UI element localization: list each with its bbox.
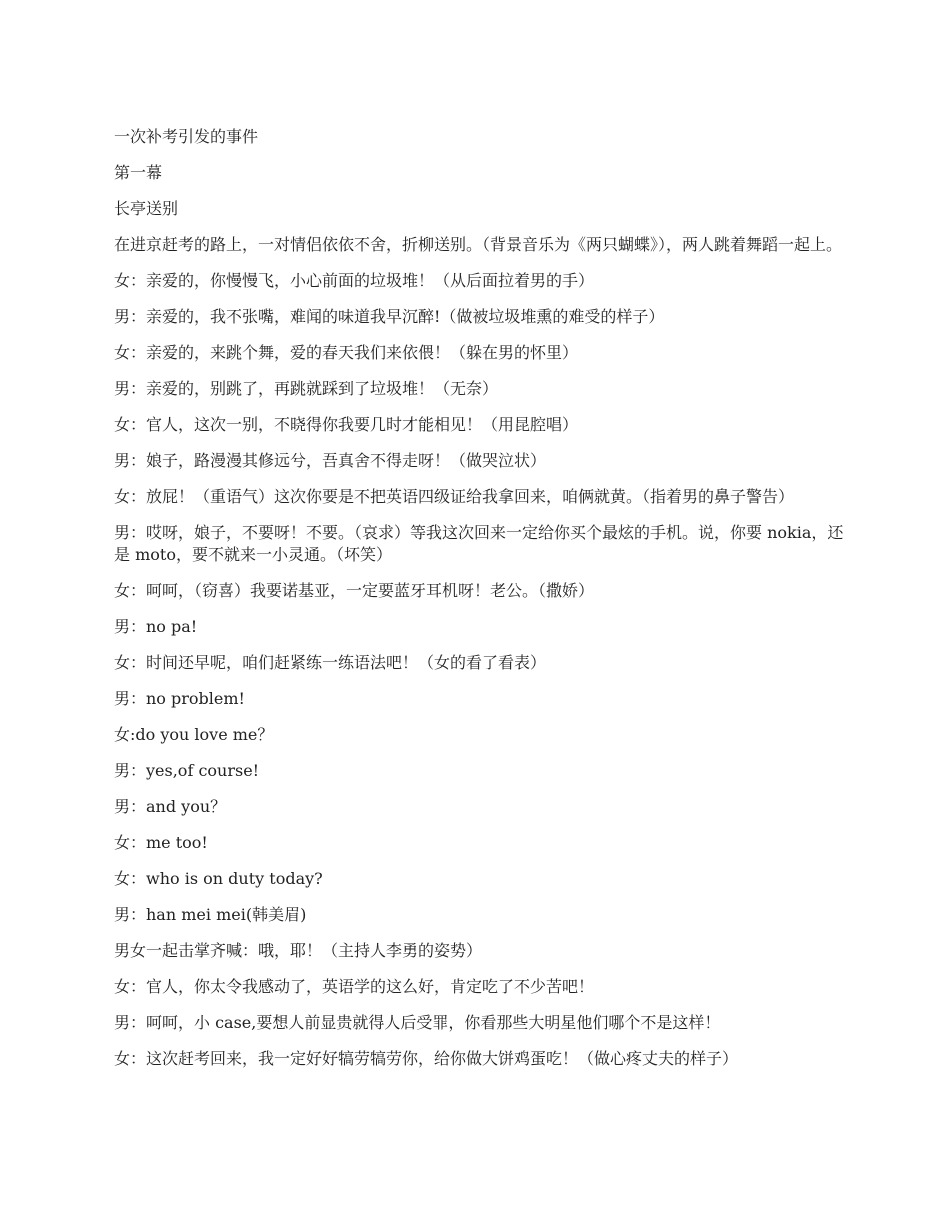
dialogue-line: 女：亲爱的，你慢慢飞，小心前面的垃圾堆！（从后面拉着男的手） bbox=[114, 271, 595, 290]
dialogue-line: 女：官人，你太令我感动了，英语学的这么好，肯定吃了不少苦吧！ bbox=[114, 977, 595, 996]
dialogue-line: 女：官人，这次一别，不晓得你我要几时才能相见！（用昆腔唱） bbox=[114, 415, 579, 434]
dialogue-line: 女：放屁！（重语气）这次你要是不把英语四级证给我拿回来，咱俩就黄。（指着男的鼻子警告） bbox=[114, 487, 795, 506]
dialogue-line: 男：亲爱的，别跳了，再跳就踩到了垃圾堆！（无奈） bbox=[114, 379, 499, 398]
scene-heading: 长亭送别 bbox=[114, 199, 179, 218]
dialogue-line: 女：这次赶考回来，我一定好好犒劳犒劳你，给你做大饼鸡蛋吃！（做心疼丈夫的样子） bbox=[114, 1049, 739, 1068]
dialogue-line: 男：呵呵，小 case,要想人前显贵就得人后受罪，你看那些大明星他们哪个不是这样！ bbox=[114, 1013, 721, 1032]
dialogue-line: 男：亲爱的，我不张嘴，难闻的味道我早沉醉!（做被垃圾堆熏的难受的样子） bbox=[114, 307, 665, 326]
dialogue-line: 女：亲爱的，来跳个舞，爱的春天我们来依偎！（躲在男的怀里） bbox=[114, 343, 579, 362]
dialogue-line: 女：who is on duty today? bbox=[114, 869, 323, 888]
document-title: 一次补考引发的事件 bbox=[114, 127, 259, 146]
dialogue-line: 男：han mei mei(韩美眉) bbox=[114, 905, 307, 924]
dialogue-line: 男：娘子，路漫漫其修远兮，吾真舍不得走呀！（做哭泣状） bbox=[114, 451, 547, 470]
dialogue-line: 女：呵呵，（窃喜）我要诺基亚，一定要蓝牙耳机呀！老公。（撒娇） bbox=[114, 581, 595, 600]
dialogue-line: 男：and you？ bbox=[114, 797, 227, 816]
act-heading: 第一幕 bbox=[114, 163, 163, 182]
dialogue-line: 女：me too! bbox=[114, 833, 208, 852]
dialogue-line: 男：yes,of course! bbox=[114, 761, 260, 780]
dialogue-line: 女:do you love me？ bbox=[114, 725, 274, 744]
stage-direction: 在进京赶考的路上，一对情侣依依不舍，折柳送别。（背景音乐为《两只蝴蝶》），两人跳着舞蹈一起上。 bbox=[114, 235, 843, 254]
dialogue-line: 男：哎呀，娘子，不要呀！不要。（哀求）等我这次回来一定给你买个最炫的手机。说，你要 nokia，还是 moto，要不就来一小灵通。（坏笑） bbox=[114, 523, 844, 564]
document-page bbox=[114, 126, 844, 1084]
dialogue-line: 男：no pa! bbox=[114, 617, 198, 636]
dialogue-line: 女：时间还早呢，咱们赶紧练一练语法吧！（女的看了看表） bbox=[114, 653, 547, 672]
dialogue-line: 男：no problem! bbox=[114, 689, 245, 708]
dialogue-line: 男女一起击掌齐喊：哦，耶！（主持人李勇的姿势） bbox=[114, 941, 483, 960]
